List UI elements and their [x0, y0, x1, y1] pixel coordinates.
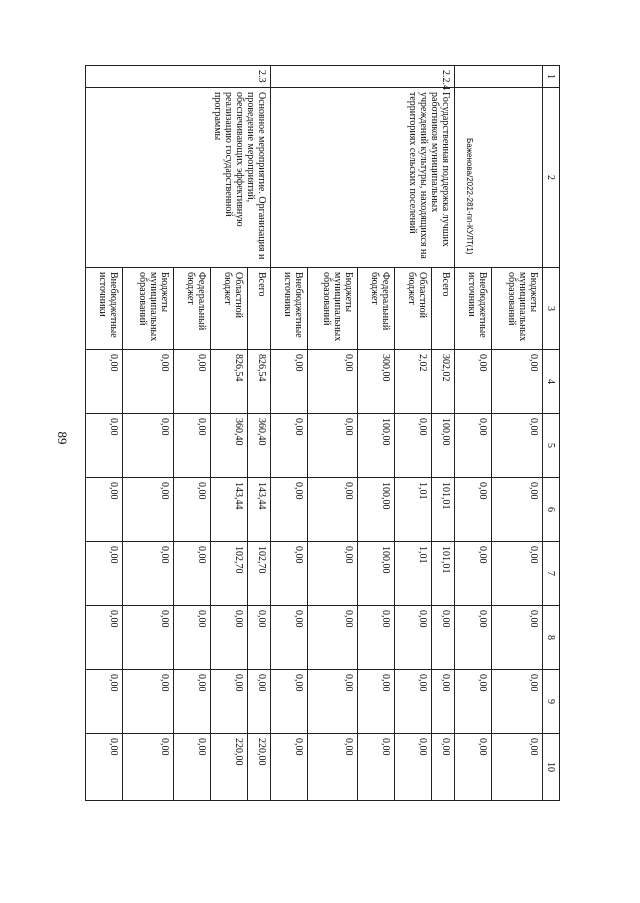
value-cell: 826,54 — [247, 350, 270, 414]
value-cell: 0,00 — [395, 734, 432, 801]
value-cell: 0,00 — [455, 670, 492, 734]
value-cell: 0,00 — [86, 350, 123, 414]
column-header: 8 — [543, 606, 560, 670]
value-cell: 360,40 — [210, 414, 247, 478]
code-cell: 2.2.4 — [270, 66, 455, 88]
column-header: 5 — [543, 414, 560, 478]
value-cell: 0,00 — [395, 670, 432, 734]
value-cell: 100,00 — [358, 542, 395, 606]
source-cell: Всего — [432, 268, 455, 350]
table-body — [86, 66, 560, 801]
value-cell: 0,00 — [173, 414, 210, 478]
source-cell: Федеральный бюджет — [173, 268, 210, 350]
source-cell: Внебюджетные источники — [270, 268, 307, 350]
value-cell: 0,00 — [492, 670, 543, 734]
source-cell: Федеральный бюджет — [358, 268, 395, 350]
value-cell: 0,00 — [173, 542, 210, 606]
value-cell: 143,44 — [210, 478, 247, 542]
value-cell: 143,44 — [247, 478, 270, 542]
code-cell — [455, 66, 543, 88]
value-cell: 0,00 — [86, 542, 123, 606]
source-cell: Внебюджетные источники — [86, 268, 123, 350]
value-cell: 0,00 — [270, 606, 307, 670]
table-row — [492, 66, 543, 801]
name-cell — [455, 88, 543, 268]
value-cell: 0,00 — [307, 734, 358, 801]
value-cell: 0,00 — [395, 414, 432, 478]
value-cell: 302,02 — [432, 350, 455, 414]
column-header: 10 — [543, 734, 560, 801]
value-cell: 0,00 — [492, 734, 543, 801]
value-cell: 0,00 — [455, 350, 492, 414]
value-cell: 0,00 — [210, 670, 247, 734]
value-cell: 0,00 — [173, 350, 210, 414]
value-cell: 100,00 — [358, 414, 395, 478]
source-cell: Бюджеты муниципальных образований — [492, 268, 543, 350]
value-cell: 0,00 — [307, 350, 358, 414]
value-cell: 0,00 — [432, 606, 455, 670]
value-cell: 0,00 — [455, 606, 492, 670]
source-cell: Бюджеты муниципальных образований — [123, 268, 174, 350]
code-cell: 2.3 — [86, 66, 271, 88]
value-cell: 102,70 — [210, 542, 247, 606]
value-cell: 0,00 — [455, 414, 492, 478]
value-cell: 101,01 — [432, 542, 455, 606]
value-cell: 0,00 — [270, 350, 307, 414]
value-cell: 0,00 — [123, 606, 174, 670]
column-header: 6 — [543, 478, 560, 542]
value-cell: 0,00 — [86, 734, 123, 801]
value-cell: 220,00 — [247, 734, 270, 801]
value-cell: 0,00 — [173, 734, 210, 801]
value-cell: 0,00 — [455, 734, 492, 801]
value-cell: 102,70 — [247, 542, 270, 606]
column-header: 1 — [543, 66, 560, 88]
value-cell: 0,00 — [358, 734, 395, 801]
value-cell: 0,00 — [123, 542, 174, 606]
value-cell: 0,00 — [270, 542, 307, 606]
column-header: 3 — [543, 268, 560, 350]
value-cell: 0,00 — [123, 478, 174, 542]
value-cell: 0,00 — [247, 606, 270, 670]
value-cell: 0,00 — [247, 670, 270, 734]
source-cell: Всего — [247, 268, 270, 350]
value-cell: 360,40 — [247, 414, 270, 478]
value-cell: 0,00 — [395, 606, 432, 670]
source-cell: Областной бюджет — [395, 268, 432, 350]
value-cell: 300,00 — [358, 350, 395, 414]
value-cell: 0,00 — [358, 606, 395, 670]
rotated-table-container — [85, 65, 560, 800]
value-cell: 0,00 — [307, 670, 358, 734]
value-cell: 0,00 — [123, 350, 174, 414]
document-id-note: Баженова/2022-281-пп-КУЛТ(1) — [465, 138, 474, 255]
value-cell: 0,00 — [123, 414, 174, 478]
value-cell: 0,00 — [455, 478, 492, 542]
value-cell: 0,00 — [492, 606, 543, 670]
value-cell: 0,00 — [123, 670, 174, 734]
value-cell: 0,00 — [432, 734, 455, 801]
table-row — [432, 66, 455, 801]
value-cell: 0,00 — [86, 606, 123, 670]
value-cell: 0,00 — [492, 542, 543, 606]
source-cell: Областной бюджет — [210, 268, 247, 350]
value-cell: 0,00 — [270, 670, 307, 734]
value-cell: 0,00 — [86, 478, 123, 542]
table-header-row — [543, 66, 560, 801]
value-cell: 0,00 — [307, 414, 358, 478]
value-cell: 2,02 — [395, 350, 432, 414]
value-cell: 0,00 — [492, 478, 543, 542]
value-cell: 1,01 — [395, 542, 432, 606]
value-cell: 220,00 — [210, 734, 247, 801]
value-cell: 100,00 — [432, 414, 455, 478]
value-cell: 0,00 — [210, 606, 247, 670]
value-cell: 0,00 — [492, 414, 543, 478]
value-cell: 0,00 — [86, 414, 123, 478]
value-cell: 0,00 — [307, 606, 358, 670]
value-cell: 0,00 — [270, 478, 307, 542]
budget-table — [85, 65, 560, 801]
value-cell: 0,00 — [270, 734, 307, 801]
value-cell: 0,00 — [173, 606, 210, 670]
value-cell: 0,00 — [173, 478, 210, 542]
column-header: 7 — [543, 542, 560, 606]
value-cell: 0,00 — [358, 670, 395, 734]
name-cell: Основное мероприятие. Организация и проведение мероприятий, обеспечивающих эффективную реализацию государственной программы — [86, 88, 271, 268]
value-cell: 1,01 — [395, 478, 432, 542]
value-cell: 0,00 — [270, 414, 307, 478]
value-cell: 100,00 — [358, 478, 395, 542]
value-cell: 826,54 — [210, 350, 247, 414]
column-header: 2 — [543, 88, 560, 268]
name-cell: Государственная поддержка лучших работников муниципальных учреждений культуры, находящихся на территориях сельских поселений — [270, 88, 455, 268]
value-cell: 0,00 — [492, 350, 543, 414]
page-number: 89 — [55, 431, 70, 445]
value-cell: 0,00 — [307, 478, 358, 542]
value-cell: 0,00 — [432, 670, 455, 734]
value-cell: 0,00 — [455, 542, 492, 606]
value-cell: 0,00 — [307, 542, 358, 606]
source-cell: Внебюджетные источники — [455, 268, 492, 350]
value-cell: 101,01 — [432, 478, 455, 542]
column-header: 9 — [543, 670, 560, 734]
value-cell: 0,00 — [86, 670, 123, 734]
column-header: 4 — [543, 350, 560, 414]
source-cell: Бюджеты муниципальных образований — [307, 268, 358, 350]
value-cell: 0,00 — [123, 734, 174, 801]
table-row — [247, 66, 270, 801]
value-cell: 0,00 — [173, 670, 210, 734]
